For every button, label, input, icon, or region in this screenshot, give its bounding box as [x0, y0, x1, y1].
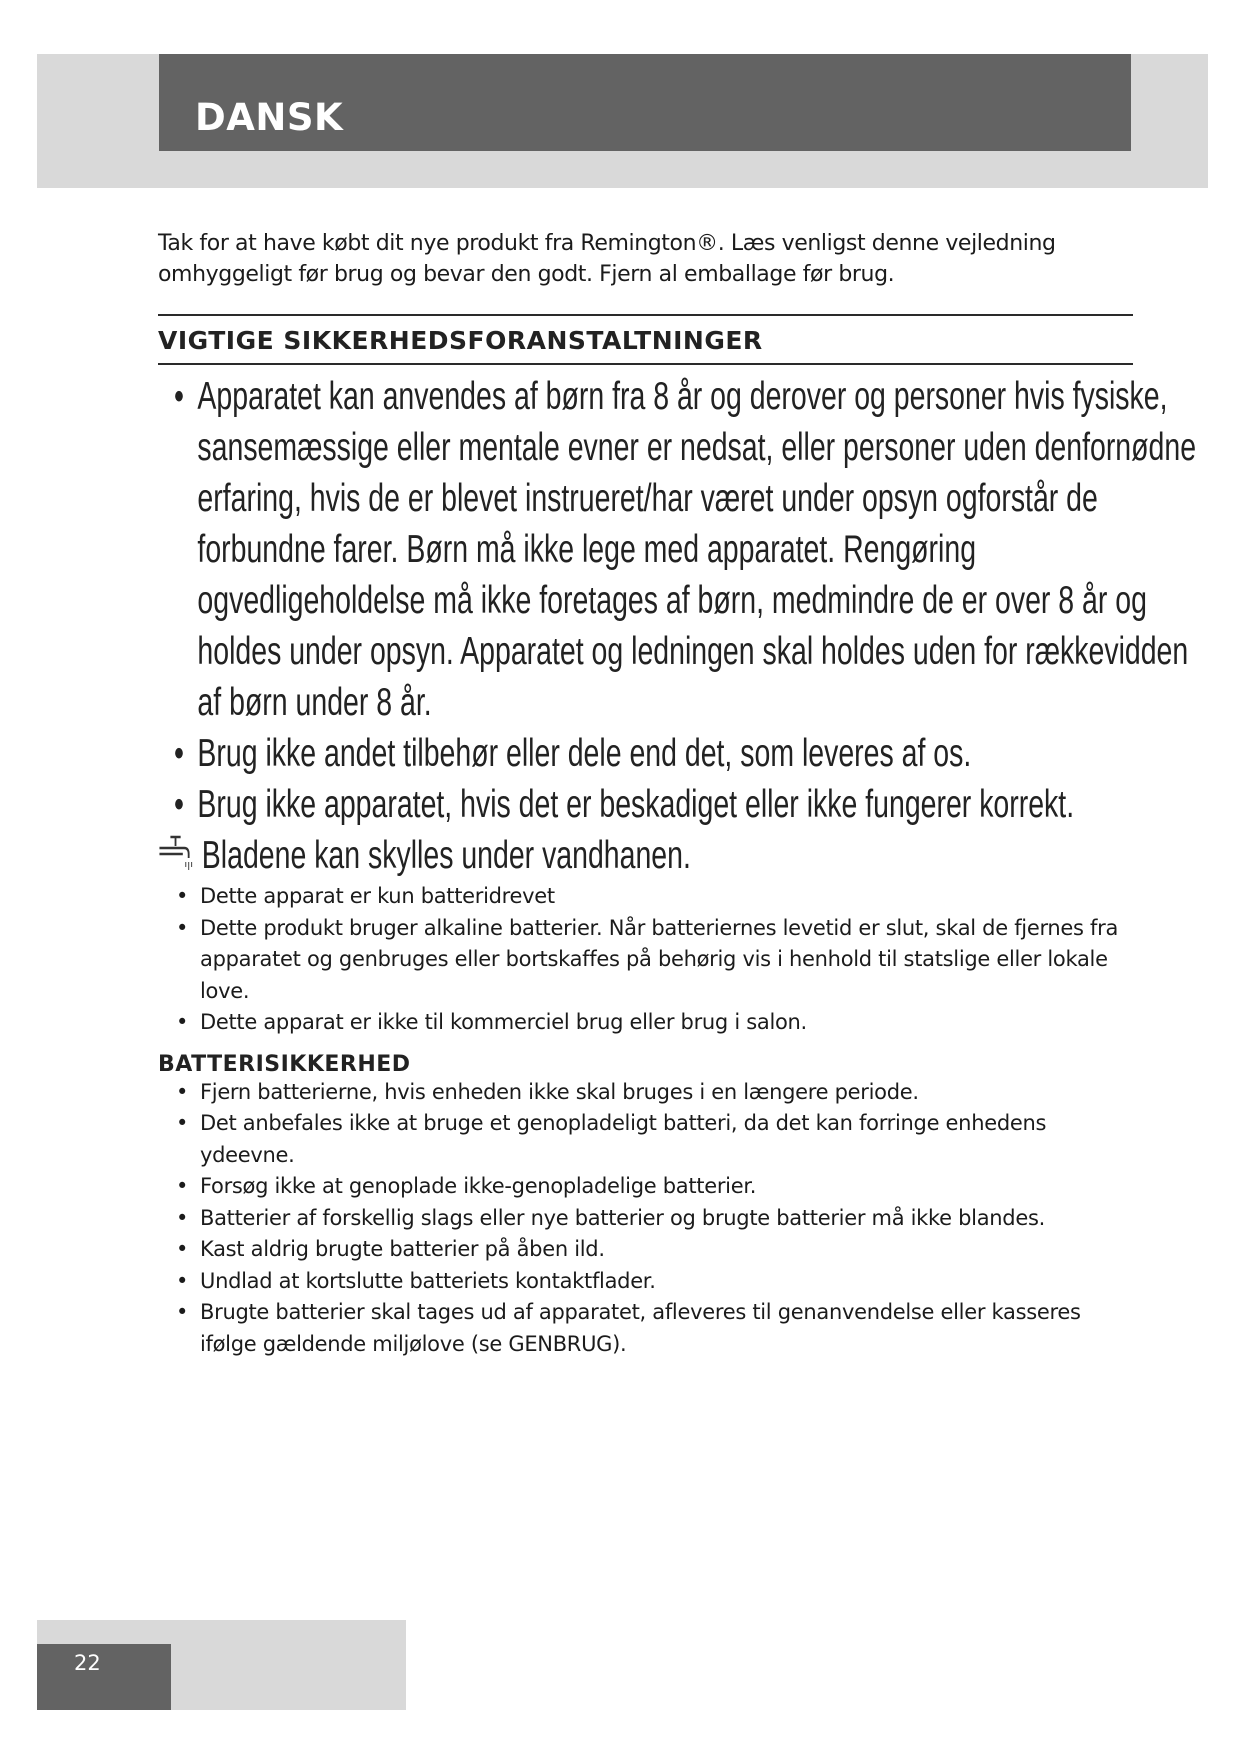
- bullet: •: [176, 1174, 189, 1198]
- safety-heading: VIGTIGE SIKKERHEDSFORANSTALTNINGER: [158, 326, 763, 355]
- bullet: •: [174, 375, 185, 418]
- list-item: • Batterier af forskellig slags eller nye batterier og brugte batterier må ikke blandes.: [158, 1203, 1133, 1235]
- page-title: DANSK: [195, 96, 344, 139]
- water-tap-icon: [158, 834, 195, 874]
- page-number: 22: [74, 1651, 101, 1675]
- list-item: • Kast aldrig brugte batterier på åben ild.: [158, 1234, 1133, 1266]
- bullet: •: [174, 783, 185, 826]
- bullet: •: [174, 732, 185, 775]
- bullet: •: [176, 1300, 189, 1324]
- list-item: • Dette produkt bruger alkaline batterier. Når batteriernes levetid er slut, skal de fjernes fra apparatet og genbruges eller bortskaffes på behørig vis i henhold til statslige eller lokale love.: [158, 913, 1133, 1008]
- battery-list: [158, 1077, 1133, 1361]
- bullet: •: [176, 1010, 189, 1034]
- list-item: • Det anbefales ikke at bruge et genopladeligt batteri, da det kan forringe enhedens ydeevne.: [158, 1108, 1133, 1171]
- list-item: • Brug ikke apparatet, hvis det er beskadiget eller ikke fungerer korrekt.: [158, 779, 1198, 830]
- bullet: •: [176, 1237, 189, 1261]
- footer-box: [37, 1644, 171, 1710]
- list-item: • Dette apparat er ikke til kommerciel brug eller brug i salon.: [158, 1007, 1133, 1039]
- section-rule-top: [158, 314, 1133, 316]
- bullet: •: [176, 1111, 189, 1135]
- list-item: • Dette apparat er kun batteridrevet: [158, 881, 1133, 913]
- bullet: •: [176, 1268, 189, 1293]
- bullet: •: [176, 915, 189, 940]
- list-item: • Brugte batterier skal tages ud af apparatet, afleveres til genanvendelse eller kasseres ifølge gældende miljølove (se GENBRUG).: [158, 1297, 1133, 1360]
- safety-small-list: [158, 881, 1133, 1039]
- list-item: • Brug ikke andet tilbehør eller dele end det, som leveres af os.: [158, 728, 1198, 779]
- list-item: • Undlad at kortslutte batteriets kontaktflader.: [158, 1266, 1133, 1298]
- battery-heading: BATTERISIKKERHED: [158, 1051, 411, 1077]
- bullet: •: [176, 1205, 189, 1230]
- list-item: • Apparatet kan anvendes af børn fra 8 år og derover og personer hvis fysiske, sansemæssige eller mentale evner er nedsat, eller personer uden denfornødne erfaring, hvis de er blevet instrueret/har været under opsyn ogforstår de forbundne farer. Børn må ikke lege med apparatet. Rengøring ogvedligeholdelse må ikke foretages af børn, medmindre de er over 8 år og holdes under opsyn. Apparatet og ledningen skal holdes uden for rækkevidden af børn under 8 år.: [158, 371, 1198, 728]
- bullet: •: [176, 884, 189, 908]
- list-item: • Fjern batterierne, hvis enheden ikke skal bruges i en længere periode.: [158, 1077, 1133, 1109]
- bullet: •: [176, 1079, 189, 1104]
- main-content: [158, 228, 1197, 1360]
- section-rule-bottom: [158, 363, 1133, 365]
- intro-text: Tak for at have købt dit nye produkt fra Remington®. Læs venligst denne vejledning omhyggeligt før brug og bevar den godt. Fjern al emballage før brug.: [158, 231, 1056, 287]
- tap-note: Bladene kan skylles under vandhanen.: [158, 830, 1158, 881]
- safety-large-list: [158, 371, 1197, 830]
- list-item: • Forsøg ikke at genoplade ikke-genopladelige batterier.: [158, 1171, 1133, 1203]
